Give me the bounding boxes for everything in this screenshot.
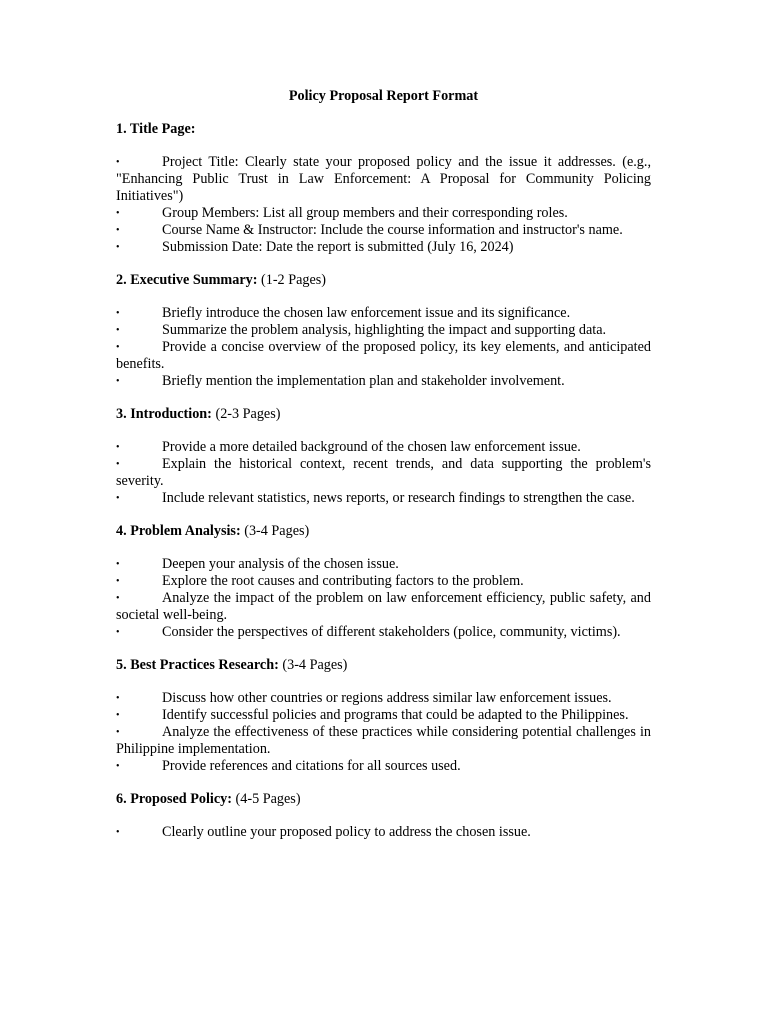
bullet-list <box>116 556 651 641</box>
list-item <box>116 724 651 758</box>
bullet-icon: • <box>116 208 120 219</box>
list-item <box>116 222 651 239</box>
bullet-icon: • <box>116 157 120 168</box>
list-item <box>116 573 651 590</box>
section-title: 2. Executive Summary: <box>116 272 258 288</box>
section-page-range: (2-3 Pages) <box>215 406 281 422</box>
bullet-text: Provide references and citations for all sources used. <box>162 758 461 774</box>
bullet-list <box>116 690 651 775</box>
bullet-icon: • <box>116 493 120 504</box>
section-title: 3. Introduction: <box>116 406 212 422</box>
bullet-text: Identify successful policies and programs that could be adapted to the Philippines. <box>162 707 629 723</box>
sections-container <box>116 121 651 841</box>
list-item <box>116 339 651 373</box>
bullet-text: Summarize the problem analysis, highlighting the impact and supporting data. <box>162 322 607 338</box>
section-title: 6. Proposed Policy: <box>116 791 232 807</box>
document-title: Policy Proposal Report Format <box>288 88 479 104</box>
section-page-range: (3-4 Pages) <box>282 657 348 673</box>
section-heading <box>116 272 651 289</box>
bullet-icon: • <box>116 459 120 470</box>
section-heading <box>116 791 651 808</box>
list-item <box>116 456 651 490</box>
list-item <box>116 707 651 724</box>
bullet-icon: • <box>116 225 120 236</box>
bullet-text: Group Members: List all group members and their corresponding roles. <box>162 205 568 221</box>
list-item <box>116 154 651 205</box>
bullet-text: Explore the root causes and contributing factors to the problem. <box>162 573 524 589</box>
section-title: 4. Problem Analysis: <box>116 523 241 539</box>
bullet-list <box>116 824 651 841</box>
list-item <box>116 556 651 573</box>
bullet-text: Briefly introduce the chosen law enforcement issue and its significance. <box>162 305 571 321</box>
bullet-icon: • <box>116 242 120 253</box>
section-page-range: (1-2 Pages) <box>261 272 327 288</box>
bullet-icon: • <box>116 627 120 638</box>
bullet-text: Include relevant statistics, news reports, or research findings to strengthen the case. <box>162 490 635 506</box>
section-title: 1. Title Page: <box>116 121 196 137</box>
list-item <box>116 490 651 507</box>
section-page-range: (3-4 Pages) <box>244 523 310 539</box>
bullet-list <box>116 305 651 390</box>
bullet-text: Provide a concise overview of the proposed policy, its key elements, and anticipated benefits. <box>116 339 651 372</box>
bullet-text: Project Title: Clearly state your proposed policy and the issue it addresses. (e.g., "Enhancing Public Trust in Law Enforcement: A Proposal for Community Policing Initiatives") <box>116 154 651 204</box>
bullet-text: Deepen your analysis of the chosen issue. <box>162 556 399 572</box>
bullet-text: Analyze the effectiveness of these practices while considering potential challenges in Philippine implementation. <box>116 724 651 757</box>
bullet-text: Discuss how other countries or regions address similar law enforcement issues. <box>162 690 612 706</box>
bullet-text: Clearly outline your proposed policy to address the chosen issue. <box>162 824 531 840</box>
bullet-text: Submission Date: Date the report is submitted (July 16, 2024) <box>162 239 514 255</box>
bullet-icon: • <box>116 559 120 570</box>
bullet-icon: • <box>116 727 120 738</box>
section-heading <box>116 657 651 674</box>
bullet-icon: • <box>116 827 120 838</box>
bullet-text: Analyze the impact of the problem on law enforcement efficiency, public safety, and societal well-being. <box>116 590 651 623</box>
list-item <box>116 824 651 841</box>
list-item <box>116 305 651 322</box>
bullet-text: Course Name & Instructor: Include the course information and instructor's name. <box>162 222 623 238</box>
section-page-range: (4-5 Pages) <box>235 791 301 807</box>
list-item <box>116 205 651 222</box>
list-item <box>116 439 651 456</box>
list-item <box>116 590 651 624</box>
section-heading <box>116 121 651 138</box>
section-heading <box>116 406 651 423</box>
bullet-icon: • <box>116 593 120 604</box>
bullet-icon: • <box>116 308 120 319</box>
bullet-icon: • <box>116 576 120 587</box>
bullet-icon: • <box>116 710 120 721</box>
bullet-icon: • <box>116 761 120 772</box>
bullet-list <box>116 439 651 507</box>
bullet-icon: • <box>116 376 120 387</box>
list-item <box>116 624 651 641</box>
bullet-text: Explain the historical context, recent trends, and data supporting the problem's severity. <box>116 456 651 489</box>
bullet-text: Provide a more detailed background of the chosen law enforcement issue. <box>162 439 581 455</box>
bullet-text: Briefly mention the implementation plan and stakeholder involvement. <box>162 373 565 389</box>
list-item <box>116 758 651 775</box>
list-item <box>116 322 651 339</box>
list-item <box>116 373 651 390</box>
bullet-icon: • <box>116 442 120 453</box>
document-content <box>116 88 651 841</box>
list-item <box>116 239 651 256</box>
bullet-list <box>116 154 651 256</box>
bullet-icon: • <box>116 342 120 353</box>
section-heading <box>116 523 651 540</box>
bullet-text: Consider the perspectives of different stakeholders (police, community, victims). <box>162 624 621 640</box>
bullet-icon: • <box>116 693 120 704</box>
section-title: 5. Best Practices Research: <box>116 657 279 673</box>
bullet-icon: • <box>116 325 120 336</box>
list-item <box>116 690 651 707</box>
